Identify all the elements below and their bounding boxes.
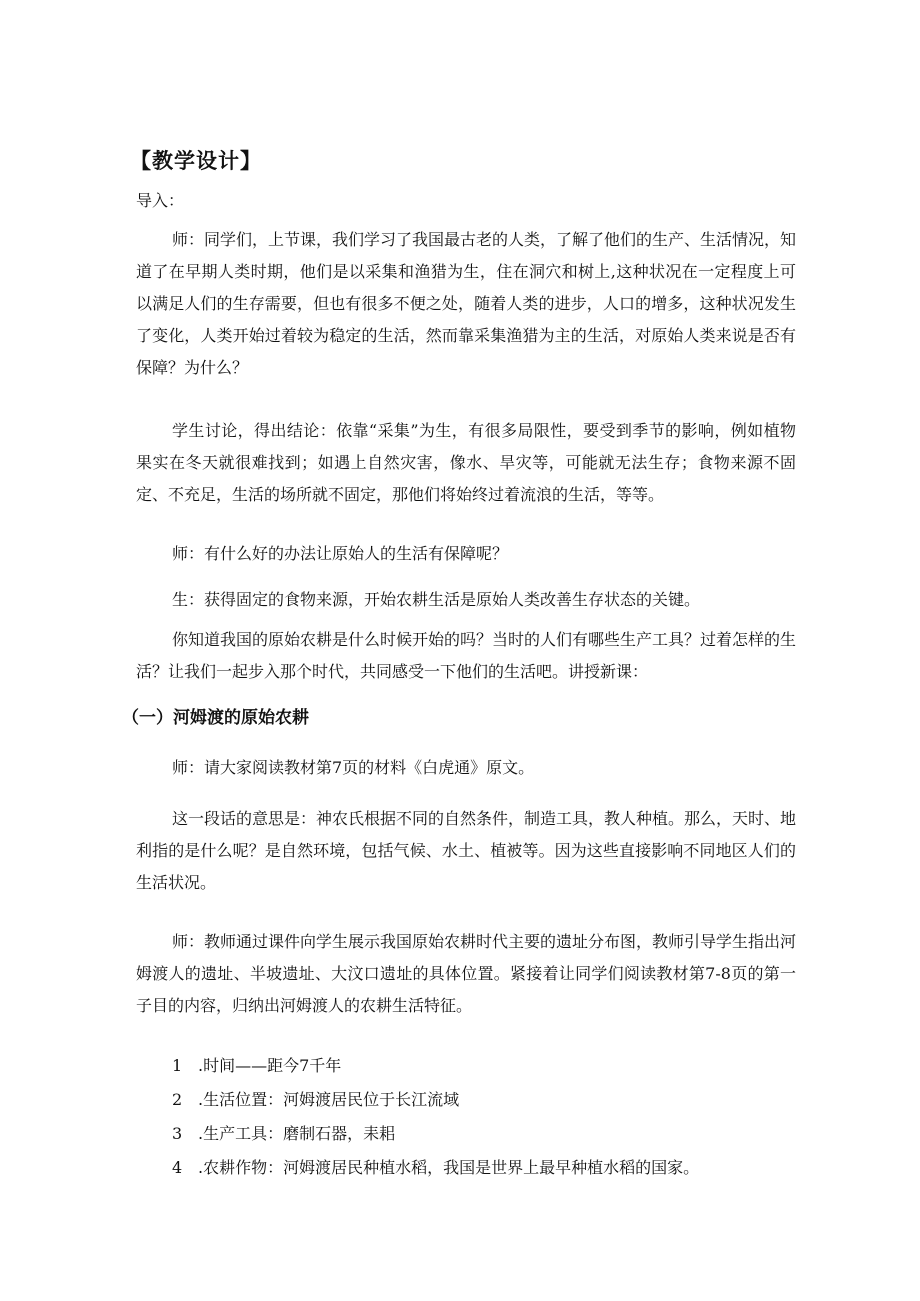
paragraph-student-discussion: 学生讨论，得出结论：依靠“采集”为生，有很多局限性，要受到季节的影响，例如植物果实在冬天就很难找到；如遇上自然灾害，像水、旱灾等，可能就无法生存；食物来源不固定、不充足，生活的场所就不固定，那他们将始终过着流浪的生活，等等。 bbox=[136, 421, 796, 504]
list-item-text: .生活位置：河姆渡居民位于长江流域 bbox=[198, 1090, 460, 1109]
paragraph-teacher-map: 师：教师通过课件向学生展示我国原始农耕时代主要的遗址分布图，教师引导学生指出河姆渡人的遗址、半坡遗址、大汶口遗址的具体位置。紧接着让同学们阅读教材第7-8页的第一子目的内容，归纳出河姆渡人的农耕生活特征。 bbox=[136, 932, 797, 1015]
paragraph-teacher-question: 师：有什么好的办法让原始人的生活有保障呢？ bbox=[172, 544, 509, 563]
paragraph-student-answer: 生：获得固定的食物来源，开始农耕生活是原始人类改善生存状态的关键。 bbox=[172, 590, 701, 609]
paragraph-explanation: 这一段话的意思是：神农氏根据不同的自然条件，制造工具，教人种植。那么，天时、地利指的是什么呢？是自然环境，包括气候、水土、植被等。因为这些直接影响不同地区人们的生活状况。 bbox=[136, 809, 797, 892]
list-item-text: .生产工具：磨制石器，耒耜 bbox=[198, 1124, 396, 1143]
list-item-number: 4 bbox=[172, 1158, 183, 1177]
paragraph-teacher-intro: 师：同学们，上节课，我们学习了我国最古老的人类，了解了他们的生产、生活情况，知道了在早期人类时期，他们是以采集和渔猎为生，住在洞穴和树上,这种状况在一定程度上可以满足人们的生存需要，但也有很多不便之处，随着人类的进步，人口的增多，这种状况发生了变化，人类开始过着较为稳定的生活，然而靠采集渔猎为主的生活，对原始人类来说是否有保障？为什么？ bbox=[136, 230, 797, 377]
list-item-number: 1 bbox=[172, 1056, 183, 1075]
section-title: （一）河姆渡的原始农耕 bbox=[122, 708, 309, 728]
list-item-number: 2 bbox=[172, 1090, 183, 1109]
feature-list bbox=[172, 1055, 699, 1191]
list-item bbox=[172, 1055, 699, 1089]
list-item-text: .农耕作物：河姆渡居民种植水稻，我国是世界上最早种植水稻的国家。 bbox=[198, 1158, 700, 1177]
list-item bbox=[172, 1157, 699, 1191]
intro-label: 导入： bbox=[136, 191, 185, 210]
list-item bbox=[172, 1123, 699, 1157]
list-item bbox=[172, 1089, 699, 1123]
paragraph-transition: 你知道我国的原始农耕是什么时候开始的吗？当时的人们有哪些生产工具？过着怎样的生活？让我们一起步入那个时代，共同感受一下他们的生活吧。讲授新课： bbox=[136, 630, 797, 681]
paragraph-reading-task: 师：请大家阅读教材第7页的材料《白虎通》原文。 bbox=[172, 758, 535, 777]
list-item-number: 3 bbox=[172, 1124, 183, 1143]
list-item-text: .时间——距今7千年 bbox=[198, 1056, 342, 1075]
page-title: 【教学设计】 bbox=[130, 149, 262, 173]
